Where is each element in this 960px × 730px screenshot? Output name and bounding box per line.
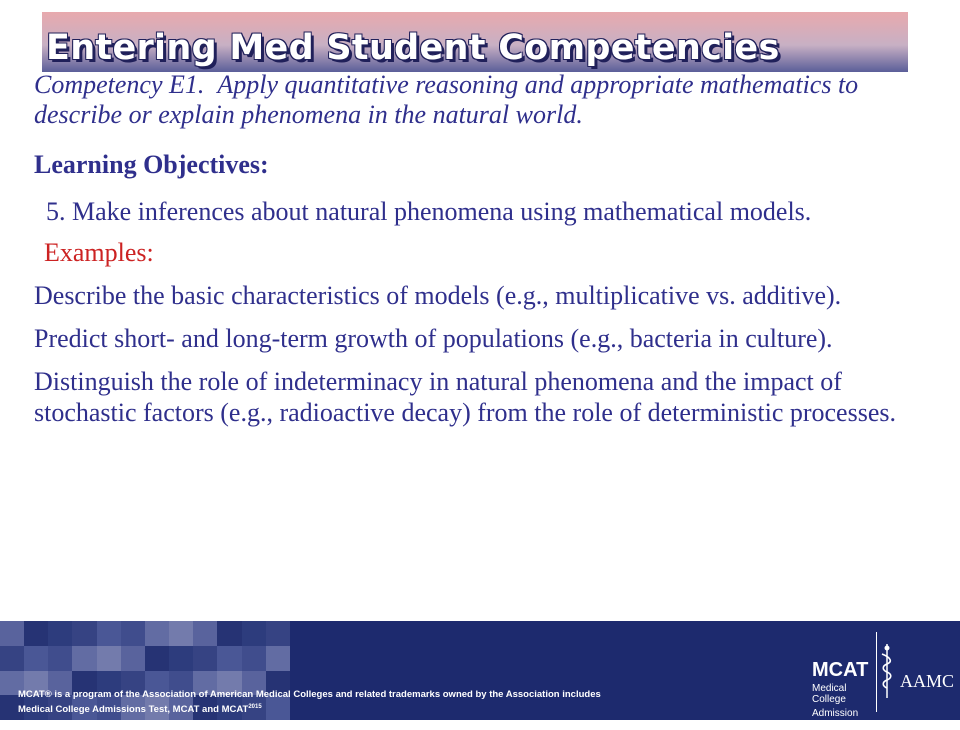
footer-note-superscript: 2015 <box>248 704 262 710</box>
mosaic-tile <box>97 646 121 671</box>
mosaic-tile <box>266 621 290 646</box>
mosaic-tile <box>169 621 193 646</box>
mosaic-tile <box>242 646 266 671</box>
mosaic-tile <box>24 621 48 646</box>
footer-trademark-note <box>18 689 738 716</box>
examples-label: Examples: <box>44 238 154 267</box>
mosaic-tile <box>72 646 96 671</box>
learning-objective-item: 5. Make inferences about natural phenomena using mathematical models. <box>46 197 812 226</box>
mosaic-tile <box>121 621 145 646</box>
mosaic-tile <box>72 621 96 646</box>
mcat-logo-subtitle-1: Medical College <box>812 683 847 705</box>
example-item: Distinguish the role of indeterminacy in natural phenomena and the impact of stochastic factors (e.g., radioactive decay) from the role of deterministic processes. <box>34 367 896 427</box>
mosaic-tile <box>217 646 241 671</box>
aamc-logo-word: AAMC <box>900 671 955 691</box>
mosaic-tile <box>0 621 24 646</box>
mosaic-tile <box>48 646 72 671</box>
example-item: Predict short- and long-term growth of populations (e.g., bacteria in culture). <box>34 324 833 353</box>
mosaic-tile <box>24 646 48 671</box>
slide-body <box>34 70 914 428</box>
competency-text: Apply quantitative reasoning and appropriate mathematics to describe or explain phenomena in the natural world. <box>34 70 859 129</box>
mosaic-tile <box>48 621 72 646</box>
mosaic-tile <box>0 646 24 671</box>
learning-objectives-heading: Learning Objectives: <box>34 150 269 179</box>
mosaic-tile <box>145 646 169 671</box>
mosaic-tile <box>97 621 121 646</box>
footer-note-line2: Medical College Admissions Test, MCAT and MCAT <box>18 704 249 716</box>
competency-statement <box>34 70 914 130</box>
competency-label: Competency E1. <box>34 70 205 99</box>
mcat-logo-word: MCAT <box>812 659 869 681</box>
mosaic-tile <box>193 646 217 671</box>
mosaic-tile <box>121 646 145 671</box>
mosaic-tile <box>242 621 266 646</box>
mosaic-tile <box>217 621 241 646</box>
mosaic-tile <box>266 646 290 671</box>
logo-divider <box>876 632 877 712</box>
caduceus-icon <box>880 640 894 700</box>
mcat-logo-subtitle-2: Admission Test <box>812 708 859 730</box>
example-item: Describe the basic characteristics of models (e.g., multiplicative vs. additive). <box>34 281 842 310</box>
mosaic-tile <box>169 646 193 671</box>
slide-title: Entering Med Student Competencies <box>46 28 780 68</box>
mosaic-tile <box>145 621 169 646</box>
footer-note-line1: MCAT® is a program of the Association of American Medical Colleges and related trademarks owned by the Association includes <box>18 689 601 700</box>
mosaic-tile <box>193 621 217 646</box>
